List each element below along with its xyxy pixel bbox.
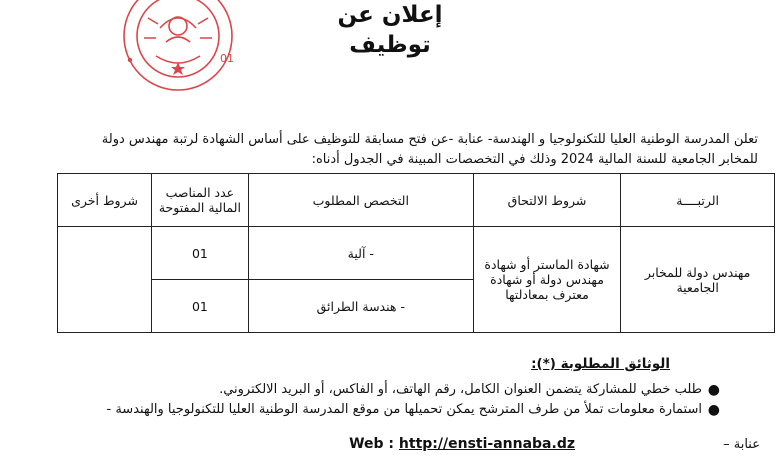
stamp-number: 01 (220, 52, 234, 65)
header-rank: الرتبــــة (621, 174, 775, 227)
documents-list (30, 380, 720, 420)
header-posts: عدد المناصب المالية المفتوحة (152, 174, 249, 227)
header-other: شروط أخرى (58, 174, 152, 227)
bullet-icon: ● (707, 402, 720, 418)
other-conditions-cell (58, 227, 152, 333)
web-label: Web : (349, 436, 395, 452)
website-link[interactable]: http://ensti-annaba.dz (398, 436, 575, 452)
documents-heading: الوثائق المطلوبة (*): (531, 356, 670, 372)
annaba-label: عنابة – (723, 437, 760, 452)
list-item (30, 400, 720, 420)
header-specialty: التخصص المطلوب (248, 174, 473, 227)
official-stamp-icon (108, 0, 248, 94)
intro-paragraph (58, 130, 758, 170)
header-conditions: شروط الالتحاق (473, 174, 620, 227)
conditions-cell: شهادة الماستر أو شهادة مهندس دولة أو شهادة معترف بمعادلتها (473, 227, 620, 333)
specialty-cell: - آلية (248, 227, 473, 280)
table-header-row (58, 174, 775, 227)
specialty-cell: - هندسة الطرائق (248, 280, 473, 333)
bullet-icon: ● (707, 382, 720, 398)
posts-cell: 01 (152, 280, 249, 333)
rank-cell: مهندس دولة للمخابر الجامعية (621, 227, 775, 333)
website-line (349, 436, 575, 452)
intro-line-2: للمخابر الجامعية للسنة المالية 2024 وذلك في التخصصات المبينة في الجدول أدناه: (311, 152, 758, 167)
document-item-text: استمارة معلومات تملأ من طرف المترشح يمكن تحميلها من موقع المدرسة الوطنية العليا للتكنولوجيا والهندسة - (106, 402, 702, 417)
document-item-text: طلب خطي للمشاركة يتضمن العنوان الكامل، رقم الهاتف، أو الفاكس، أو البريد الالكتروني. (219, 382, 702, 397)
page-title: إعلان عن توظيف (337, 2, 443, 58)
list-item (30, 380, 720, 400)
table-row (58, 227, 775, 280)
positions-table (57, 173, 775, 333)
posts-cell: 01 (152, 227, 249, 280)
intro-line-1: تعلن المدرسة الوطنية العليا للتكنولوجيا و الهندسة- عنابة -عن فتح مسابقة للتوظيف على أساس الشهادة لرتبة مهندس دولة (101, 132, 758, 147)
